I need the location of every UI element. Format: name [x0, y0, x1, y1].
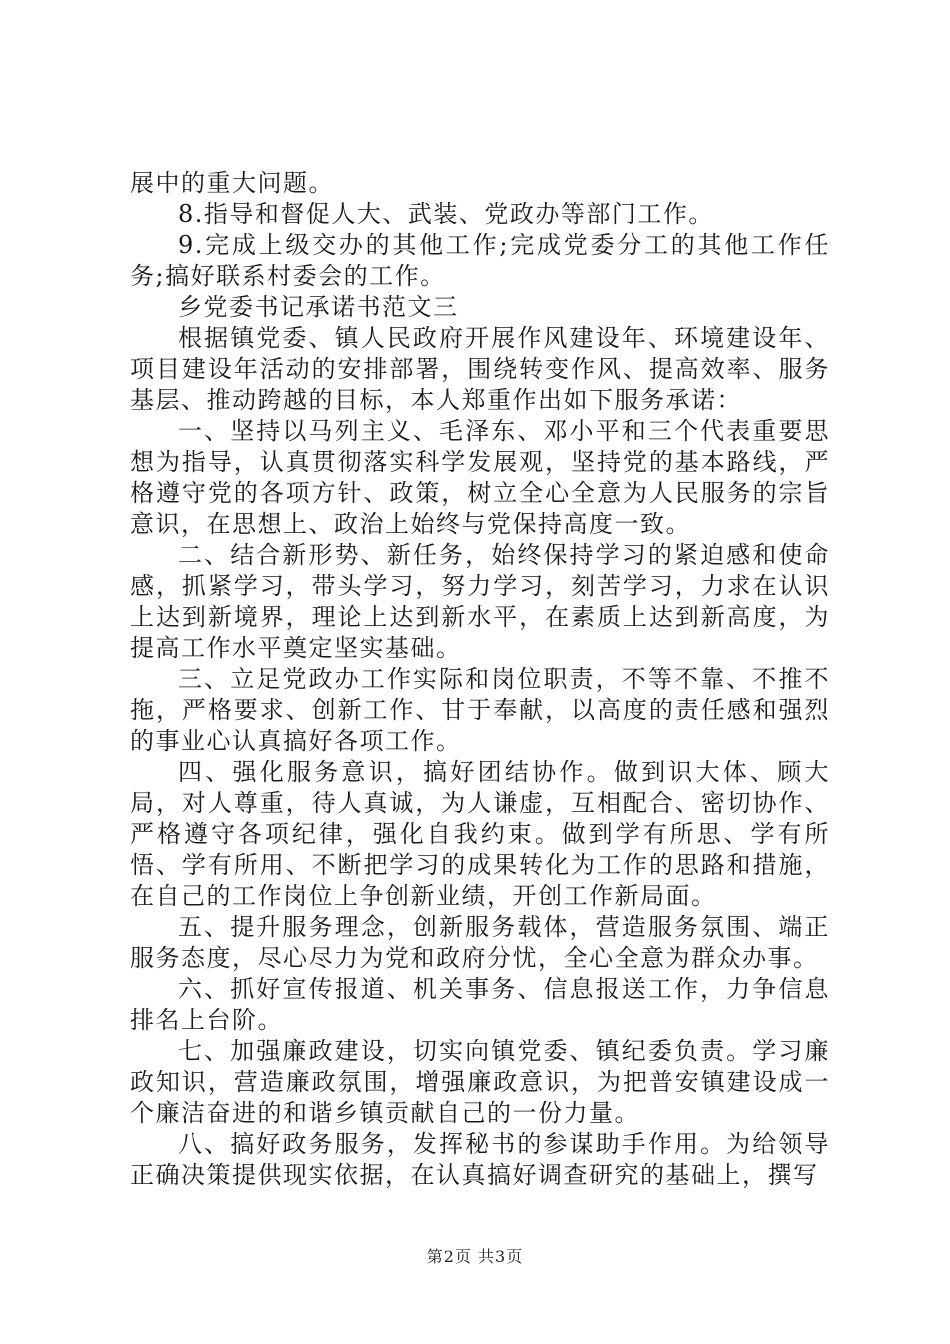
- page-number-footer: 第2页 共3页: [426, 1247, 524, 1266]
- paragraph: 一、坚持以马列主义、毛泽东、邓小平和三个代表重要思想为指导，认真贯彻落实科学发展观，坚持党的基本路线，严格遵守党的各项方针、政策，树立全心全意为人民服务的宗旨意识，在思想上、政治上始终与党保持高度一致。: [130, 417, 830, 538]
- paragraph: 根据镇党委、镇人民政府开展作风建设年、环境建设年、项目建设年活动的安排部署，围绕转变作风、提高效率、服务基层、推动跨越的目标，本人郑重作出如下服务承诺：: [130, 324, 830, 414]
- paragraph: 9.完成上级交办的其他工作;完成党委分工的其他工作任务;搞好联系村委会的工作。: [130, 231, 830, 290]
- paragraph: 八、搞好政务服务，发挥秘书的参谋助手作用。为给领导正确决策提供现实依据，在认真搞好调查研究的基础上，撰写: [130, 1130, 830, 1189]
- document-body: [130, 168, 830, 1191]
- paragraph: 展中的重大问题。: [130, 169, 334, 197]
- paragraph: 七、加强廉政建设，切实向镇党委、镇纪委负责。学习廉政知识，营造廉政氛围，增强廉政意识，为把普安镇建设成一个廉洁奋进的和谐乡镇贡献自己的一份力量。: [130, 1037, 830, 1127]
- paragraph: 四、强化服务意识，搞好团结协作。做到识大体、顾大局，对人尊重，待人真诚，为人谦虚，互相配合、密切协作、严格遵守各项纪律，强化自我约束。做到学有所思、学有所悟、学有所用、不断把学习的成果转化为工作的思路和措施，在自己的工作岗位上争创新业绩，开创工作新局面。: [130, 758, 830, 910]
- paragraph: 六、抓好宣传报道、机关事务、信息报送工作，力争信息排名上台阶。: [130, 975, 830, 1034]
- paragraph: 五、提升服务理念，创新服务载体，营造服务氛围、端正服务态度，尽心尽力为党和政府分忧，全心全意为群众办事。: [130, 913, 830, 972]
- paragraph: 二、结合新形势、新任务，始终保持学习的紧迫感和使命感，抓紧学习，带头学习，努力学习，刻苦学习，力求在认识上达到新境界，理论上达到新水平，在素质上达到新高度，为提高工作水平奠定坚实基础。: [130, 541, 830, 662]
- paragraph: 8.指导和督促人大、武装、党政办等部门工作。: [178, 200, 714, 228]
- paragraph: 三、立足党政办工作实际和岗位职责，不等不靠、不推不拖，严格要求、创新工作、甘于奉献，以高度的责任感和强烈的事业心认真搞好各项工作。: [130, 665, 830, 755]
- section-heading: 乡党委书记承诺书范文三: [178, 293, 459, 321]
